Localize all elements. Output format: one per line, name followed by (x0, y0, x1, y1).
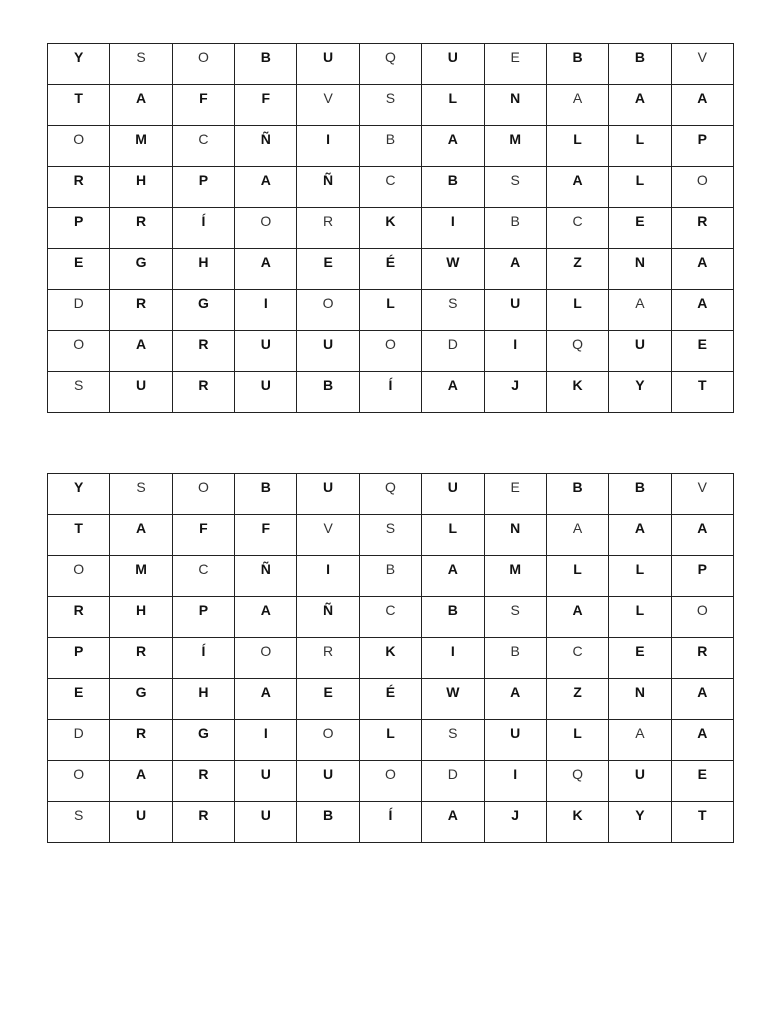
grid-cell: L (546, 556, 608, 597)
grid-cell: U (110, 372, 172, 413)
grid-cell: E (609, 638, 671, 679)
grid-cell: U (110, 802, 172, 843)
grid-row (48, 290, 734, 331)
grid-cell: L (422, 515, 484, 556)
grid-cell: T (48, 85, 110, 126)
grid-cell: Ñ (235, 126, 297, 167)
grid-cell: U (235, 802, 297, 843)
grid-cell: D (422, 761, 484, 802)
grid-cell: O (671, 167, 733, 208)
grid-cell: R (297, 638, 359, 679)
grid-cell: A (671, 679, 733, 720)
word-search-grid-2 (47, 473, 734, 843)
grid-cell: U (484, 290, 546, 331)
grid-cell: Z (546, 679, 608, 720)
grid-row (48, 208, 734, 249)
grid-cell: A (422, 802, 484, 843)
grid-cell: E (671, 761, 733, 802)
grid-cell: P (48, 208, 110, 249)
grid-cell: A (422, 126, 484, 167)
grid-cell: B (235, 44, 297, 85)
grid-cell: G (172, 290, 234, 331)
grid-cell: D (48, 720, 110, 761)
grid-cell: Q (359, 44, 421, 85)
grid-cell: A (235, 167, 297, 208)
grid-cell: H (110, 167, 172, 208)
grid-cell: C (546, 638, 608, 679)
grid-cell: W (422, 679, 484, 720)
grid-cell: L (359, 720, 421, 761)
grid-cell: S (422, 290, 484, 331)
grid-cell: A (671, 85, 733, 126)
grid-cell: Ñ (235, 556, 297, 597)
grid-cell: P (671, 556, 733, 597)
grid-cell: P (172, 167, 234, 208)
grid-cell: U (422, 474, 484, 515)
grid-cell: O (48, 331, 110, 372)
grid-cell: F (235, 515, 297, 556)
grid-cell: A (671, 290, 733, 331)
grid-cell: B (297, 802, 359, 843)
grid-row (48, 597, 734, 638)
grid-row (48, 720, 734, 761)
grid-cell: O (172, 474, 234, 515)
grid-cell: O (48, 126, 110, 167)
grid-cell: O (671, 597, 733, 638)
grid-cell: E (609, 208, 671, 249)
grid-cell: A (422, 372, 484, 413)
grid-cell: A (422, 556, 484, 597)
grid-row (48, 679, 734, 720)
grid-cell: A (110, 761, 172, 802)
grid-cell: S (48, 372, 110, 413)
grid-cell: G (110, 679, 172, 720)
grid-cell: U (609, 761, 671, 802)
grid-cell: U (422, 44, 484, 85)
grid-cell: L (609, 597, 671, 638)
grid-cell: A (546, 85, 608, 126)
grid-cell: C (546, 208, 608, 249)
grid-row (48, 85, 734, 126)
grid-row (48, 167, 734, 208)
grid-cell: P (48, 638, 110, 679)
grid-cell: M (110, 556, 172, 597)
word-search-grid-1 (47, 43, 734, 413)
grid-cell: R (110, 208, 172, 249)
grid-cell: O (235, 638, 297, 679)
grid-cell: L (609, 167, 671, 208)
grid-cell: J (484, 802, 546, 843)
grid-cell: S (484, 167, 546, 208)
grid-cell: E (297, 249, 359, 290)
grid-cell: O (48, 556, 110, 597)
grid-cell: D (48, 290, 110, 331)
grid-cell: H (172, 249, 234, 290)
grid-cell: B (422, 597, 484, 638)
grid-row (48, 556, 734, 597)
grid-cell: V (671, 474, 733, 515)
grid-cell: T (671, 802, 733, 843)
grid-cell: B (235, 474, 297, 515)
grid-cell: B (422, 167, 484, 208)
grid-cell: A (546, 597, 608, 638)
grid-cell: S (422, 720, 484, 761)
grid-cell: A (609, 290, 671, 331)
grid-cell: Q (359, 474, 421, 515)
grid-cell: I (484, 331, 546, 372)
grid-cell: R (172, 372, 234, 413)
grid-cell: L (609, 126, 671, 167)
grid-cell: B (609, 44, 671, 85)
grid-cell: S (110, 474, 172, 515)
grid-cell: L (546, 126, 608, 167)
grid-cell: L (422, 85, 484, 126)
grid-cell: Q (546, 331, 608, 372)
grid-cell: N (609, 249, 671, 290)
grid-cell: Y (48, 44, 110, 85)
grid-cell: R (172, 761, 234, 802)
grid-cell: W (422, 249, 484, 290)
grid-cell: L (546, 290, 608, 331)
grid-cell: A (671, 720, 733, 761)
grid-cell: K (546, 372, 608, 413)
grid-cell: O (359, 761, 421, 802)
grid-cell: U (297, 761, 359, 802)
grid-cell: U (297, 331, 359, 372)
grid-cell: T (48, 515, 110, 556)
grid-cell: K (359, 208, 421, 249)
grid-cell: S (359, 85, 421, 126)
grid-row (48, 331, 734, 372)
grid-cell: I (297, 556, 359, 597)
grid-cell: F (235, 85, 297, 126)
grid-cell: B (359, 126, 421, 167)
grid-cell: A (546, 515, 608, 556)
grid-cell: G (110, 249, 172, 290)
grid-cell: B (546, 474, 608, 515)
grid-cell: I (422, 638, 484, 679)
grid-cell: Y (609, 372, 671, 413)
grid-cell: U (297, 44, 359, 85)
grid-cell: Í (172, 208, 234, 249)
grid-cell: S (48, 802, 110, 843)
grid-cell: A (484, 249, 546, 290)
grid-cell: I (297, 126, 359, 167)
grid-cell: R (110, 720, 172, 761)
grid-row (48, 372, 734, 413)
grid-cell: L (546, 720, 608, 761)
grid-cell: U (609, 331, 671, 372)
grid-cell: N (484, 85, 546, 126)
grid-cell: A (235, 679, 297, 720)
grid-cell: O (297, 290, 359, 331)
grid-cell: S (110, 44, 172, 85)
grid-cell: P (671, 126, 733, 167)
grid-cell: A (110, 85, 172, 126)
grid-cell: S (359, 515, 421, 556)
grid-cell: A (110, 515, 172, 556)
grid-cell: L (609, 556, 671, 597)
grid-cell: B (609, 474, 671, 515)
grid-cell: R (172, 802, 234, 843)
grid-cell: S (484, 597, 546, 638)
grid-cell: E (671, 331, 733, 372)
grid-cell: E (48, 249, 110, 290)
grid-cell: K (359, 638, 421, 679)
grid-cell: T (671, 372, 733, 413)
grid-row (48, 638, 734, 679)
grid-row (48, 474, 734, 515)
grid-cell: V (297, 85, 359, 126)
grid-cell: A (235, 249, 297, 290)
grid-cell: G (172, 720, 234, 761)
grid-cell: R (671, 638, 733, 679)
grid-cell: O (172, 44, 234, 85)
grid-cell: C (172, 556, 234, 597)
grid-cell: B (297, 372, 359, 413)
grid-cell: Z (546, 249, 608, 290)
grid-row (48, 761, 734, 802)
grid-cell: Y (48, 474, 110, 515)
grid-cell: H (110, 597, 172, 638)
grid-cell: É (359, 679, 421, 720)
grid-cell: M (484, 126, 546, 167)
grid-cell: R (297, 208, 359, 249)
grid-cell: D (422, 331, 484, 372)
grid-cell: I (422, 208, 484, 249)
grid-cell: B (546, 44, 608, 85)
grid-cell: M (110, 126, 172, 167)
grid-cell: Y (609, 802, 671, 843)
grid-cell: A (110, 331, 172, 372)
grid-row (48, 249, 734, 290)
grid-cell: Í (359, 802, 421, 843)
grid-cell: A (235, 597, 297, 638)
grid-cell: R (110, 638, 172, 679)
grid-cell: E (484, 474, 546, 515)
grid-cell: N (609, 679, 671, 720)
grid-cell: E (48, 679, 110, 720)
grid-cell: O (48, 761, 110, 802)
grid-cell: Ñ (297, 167, 359, 208)
grid-row (48, 515, 734, 556)
grid-cell: O (235, 208, 297, 249)
grid-cell: Í (172, 638, 234, 679)
grid-cell: A (609, 515, 671, 556)
grid-cell: B (484, 208, 546, 249)
grid-cell: E (484, 44, 546, 85)
grid-cell: O (359, 331, 421, 372)
grid-cell: O (297, 720, 359, 761)
grid-cell: R (671, 208, 733, 249)
grid-cell: H (172, 679, 234, 720)
grid-cell: É (359, 249, 421, 290)
grid-cell: V (297, 515, 359, 556)
grid-cell: J (484, 372, 546, 413)
grid-cell: A (609, 85, 671, 126)
grid-cell: U (235, 761, 297, 802)
grid-cell: M (484, 556, 546, 597)
grid-row (48, 802, 734, 843)
grid-cell: Í (359, 372, 421, 413)
grid-cell: C (359, 167, 421, 208)
grid-cell: V (671, 44, 733, 85)
grid-cell: R (172, 331, 234, 372)
grid-cell: I (235, 720, 297, 761)
grid-cell: L (359, 290, 421, 331)
grid-cell: Ñ (297, 597, 359, 638)
grid-cell: P (172, 597, 234, 638)
grid-cell: N (484, 515, 546, 556)
grid-cell: A (546, 167, 608, 208)
grid-cell: E (297, 679, 359, 720)
grid-row (48, 126, 734, 167)
grid-cell: A (671, 515, 733, 556)
grid-cell: R (48, 597, 110, 638)
grid-row (48, 44, 734, 85)
grid-cell: C (172, 126, 234, 167)
grid-cell: R (48, 167, 110, 208)
grid-cell: B (484, 638, 546, 679)
grid-cell: A (671, 249, 733, 290)
grid-cell: U (484, 720, 546, 761)
grid-cell: A (484, 679, 546, 720)
grid-cell: U (297, 474, 359, 515)
grid-cell: Q (546, 761, 608, 802)
grid-cell: I (484, 761, 546, 802)
grid-cell: K (546, 802, 608, 843)
grid-cell: A (609, 720, 671, 761)
grid-cell: C (359, 597, 421, 638)
grid-cell: I (235, 290, 297, 331)
grid-cell: U (235, 372, 297, 413)
grid-cell: F (172, 515, 234, 556)
grid-cell: R (110, 290, 172, 331)
grid-cell: F (172, 85, 234, 126)
grid-cell: B (359, 556, 421, 597)
grid-cell: U (235, 331, 297, 372)
